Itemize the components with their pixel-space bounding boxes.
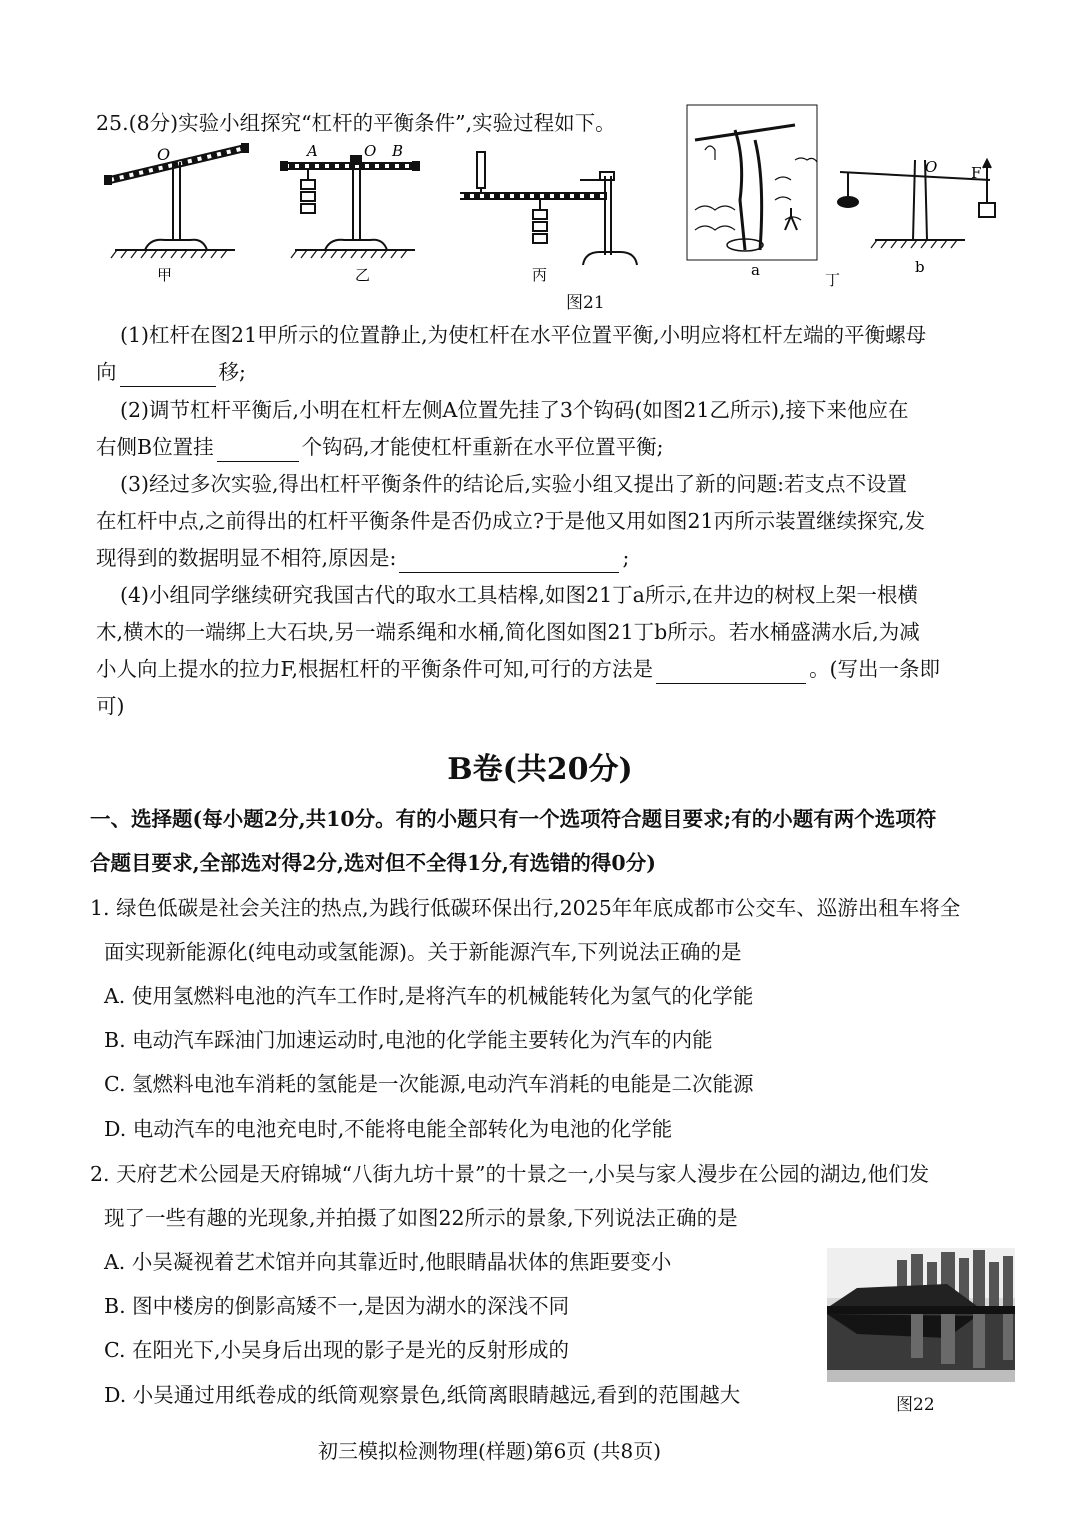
q25-p1-pre: 向 — [96, 360, 117, 384]
figure-22-caption: 图22 — [896, 1395, 935, 1415]
label-A: A — [307, 142, 318, 160]
label-b: b — [915, 258, 925, 276]
q25-p2-line2 — [96, 432, 664, 462]
q2-option-d[interactable]: D. 小吴通过用纸卷成的纸筒观察景色,纸筒离眼睛越远,看到的范围越大 — [104, 1383, 741, 1407]
q25-p4-line2: 木,横木的一端绑上大石块,另一端系绳和水桶,简化图如图21丁b所示。若水桶盛满水后,为减 — [96, 620, 920, 644]
q25-p4-line1: (4)小组同学继续研究我国古代的取水工具桔槔,如图21丁a所示,在井边的树杈上架一根横 — [120, 583, 918, 607]
q2-option-b[interactable]: B. 图中楼房的倒影高矮不一,是因为湖水的深浅不同 — [104, 1294, 570, 1318]
picture-ding-a — [687, 105, 817, 260]
lever-jia — [105, 144, 248, 258]
lever-bing — [460, 152, 637, 265]
q1-stem-line2: 面实现新能源化(纯电动或氢能源)。关于新能源汽车,下列说法正确的是 — [104, 940, 742, 964]
section-b-instructions-2: 合题目要求,全部选对得2分,选对但不全得1分,有选错的得0分) — [90, 851, 656, 875]
answer-blank-3[interactable] — [399, 550, 619, 573]
q2-option-a[interactable]: A. 小吴凝视着艺术馆并向其靠近时,他眼睛晶状体的焦距要变小 — [104, 1250, 672, 1274]
q1-option-d[interactable]: D. 电动汽车的电池充电时,不能将电能全部转化为电池的化学能 — [104, 1117, 673, 1141]
q25-p3-line2: 在杠杆中点,之前得出的杠杆平衡条件是否仍成立?于是他又用如图21丙所示装置继续探究,发 — [96, 509, 926, 533]
q25-p2-line1: (2)调节杠杆平衡后,小明在杠杆左侧A位置先挂了3个钩码(如图21乙所示),接下来他应在 — [120, 398, 909, 422]
answer-blank-4[interactable] — [656, 661, 806, 684]
label-F: F — [971, 164, 982, 182]
q25-p4-pre: 小人向上提水的拉力F,根据杠杆的平衡条件可知,可行的方法是 — [96, 657, 654, 681]
q25-p3-line3 — [96, 543, 629, 573]
q2-stem-line1: 2. 天府艺术公园是天府锦城“八街九坊十景”的十景之一,小吴与家人漫步在公园的湖边,他们发 — [90, 1162, 930, 1186]
q25-p1-post: 移; — [218, 360, 246, 384]
q25-p4-line4: 可) — [96, 694, 125, 718]
q1-option-c[interactable]: C. 氢燃料电池车消耗的氢能是一次能源,电动汽车消耗的电能是二次能源 — [104, 1072, 754, 1096]
q25-p2-post: 个钩码,才能使杠杆重新在水平位置平衡; — [301, 435, 664, 459]
q25-p3-pre: 现得到的数据明显不相符,原因是: — [96, 546, 397, 570]
label-O-ding: O — [925, 158, 938, 176]
answer-blank-2[interactable] — [217, 439, 299, 462]
figure-21 — [95, 100, 1025, 300]
page-footer: 初三模拟检测物理(样题)第6页 (共8页) — [318, 1439, 662, 1463]
label-O-yi: O — [364, 142, 377, 160]
label-O-jia: O — [157, 145, 171, 164]
figure-21-caption: 图21 — [566, 293, 605, 313]
q25-p4-line3 — [96, 654, 940, 684]
q2-stem-line2: 现了一些有趣的光现象,并拍摄了如图22所示的景象,下列说法正确的是 — [104, 1206, 738, 1230]
section-b-title: B卷(共20分) — [447, 752, 633, 787]
figure-21-drawing — [95, 100, 1025, 300]
q2-option-c[interactable]: C. 在阳光下,小吴身后出现的影子是光的反射形成的 — [104, 1338, 570, 1362]
q1-option-b[interactable]: B. 电动汽车踩油门加速运动时,电池的化学能主要转化为汽车的内能 — [104, 1028, 713, 1052]
lever-yi — [281, 156, 419, 258]
section-b-instructions-1: 一、选择题(每小题2分,共10分。有的小题只有一个选项符合题目要求;有的小题有两个选项符 — [90, 807, 937, 831]
answer-blank-1[interactable] — [120, 364, 216, 387]
q25-p1-line1: (1)杠杆在图21甲所示的位置静止,为使杠杆在水平位置平衡,小明应将杠杆左端的平衡螺母 — [120, 323, 927, 347]
label-a: a — [751, 261, 760, 279]
q1-stem-line1: 1. 绿色低碳是社会关注的热点,为践行低碳环保出行,2025年年底成都市公交车、巡游出租车将全 — [90, 896, 961, 920]
label-bing: 丙 — [532, 266, 548, 284]
figure-22-photo — [827, 1248, 1015, 1382]
q25-p2-pre: 右侧B位置挂 — [96, 435, 214, 459]
q1-option-a[interactable]: A. 使用氢燃料电池的汽车工作时,是将汽车的机械能转化为氢气的化学能 — [104, 984, 754, 1008]
label-B: B — [392, 142, 404, 160]
q25-header: 25.(8分)实验小组探究“杠杆的平衡条件”,实验过程如下。 — [96, 111, 616, 135]
label-ding: 丁 — [825, 271, 841, 289]
label-yi: 乙 — [355, 266, 371, 284]
q25-p3-post: ; — [622, 546, 630, 570]
q25-p1-line2 — [96, 357, 246, 387]
q25-p3-line1: (3)经过多次实验,得出杠杆平衡条件的结论后,实验小组又提出了新的问题:若支点不设置 — [120, 472, 907, 496]
q25-p4-post: 。(写出一条即 — [809, 657, 941, 681]
label-jia: 甲 — [157, 266, 173, 284]
